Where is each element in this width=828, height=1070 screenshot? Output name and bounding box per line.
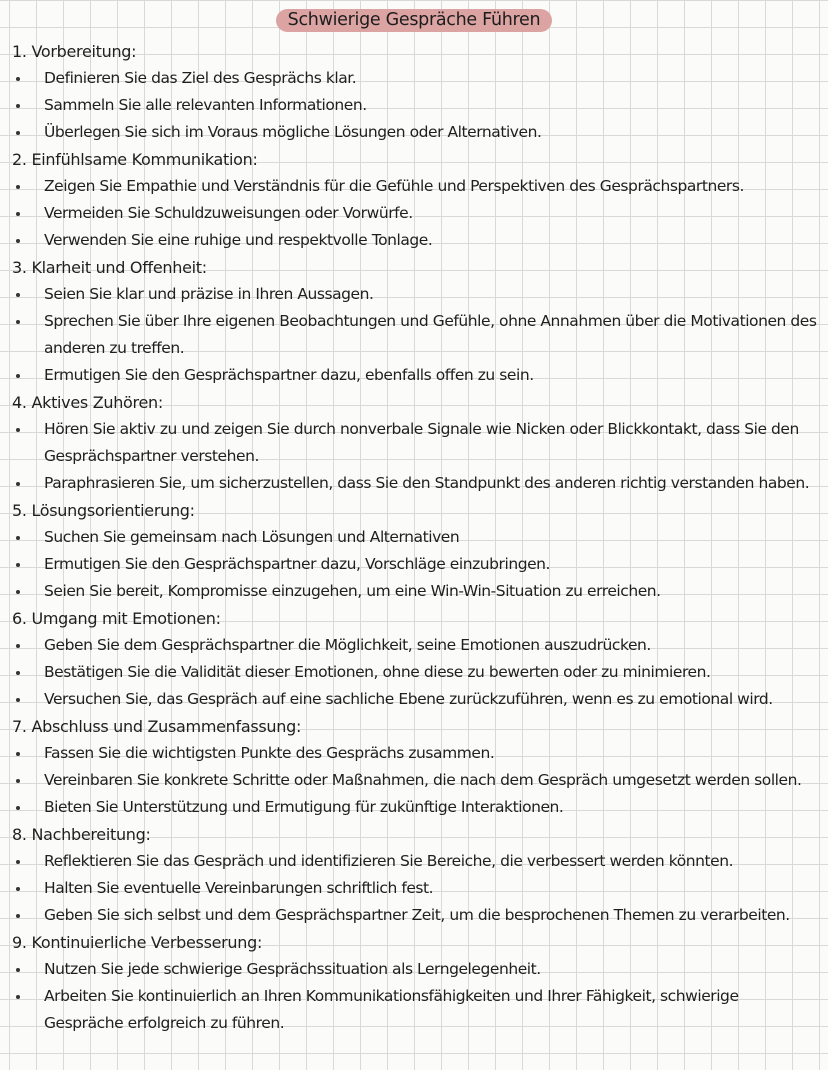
list-item bbox=[12, 794, 818, 821]
list-item bbox=[12, 200, 818, 227]
section-nachbereitung bbox=[12, 821, 818, 929]
list-item bbox=[12, 281, 818, 308]
list-item bbox=[12, 416, 818, 470]
bullet-icon bbox=[16, 779, 20, 783]
section-vorbereitung bbox=[12, 38, 818, 146]
bullet-icon bbox=[16, 752, 20, 756]
section-umgang-emotionen bbox=[12, 605, 818, 713]
list-item-text: Ermutigen Sie den Gesprächspartner dazu, Vorschläge einzubringen. bbox=[44, 555, 551, 573]
section-heading: 2. Einfühlsame Kommunikation: bbox=[12, 150, 258, 169]
list-item-text: Definieren Sie das Ziel des Gesprächs klar. bbox=[44, 69, 357, 87]
bullet-icon bbox=[16, 995, 20, 999]
bullet-icon bbox=[16, 671, 20, 675]
list-item-text: Halten Sie eventuelle Vereinbarungen schriftlich fest. bbox=[44, 879, 434, 897]
bullet-icon bbox=[16, 185, 20, 189]
bullet-icon bbox=[16, 482, 20, 486]
list-item-text: Fassen Sie die wichtigsten Punkte des Gesprächs zusammen. bbox=[44, 744, 495, 762]
list-item bbox=[12, 956, 818, 983]
section-heading: 3. Klarheit und Offenheit: bbox=[12, 258, 207, 277]
list-item-text: Arbeiten Sie kontinuierlich an Ihren Kommunikationsfähigkeiten und Ihrer Fähigkeit, schwierige Gespräche erfolgreich zu führen. bbox=[44, 987, 739, 1032]
section-einfuehlsame-kommunikation bbox=[12, 146, 818, 254]
section-heading: 4. Aktives Zuhören: bbox=[12, 393, 163, 412]
section-klarheit-offenheit bbox=[12, 254, 818, 389]
list-item bbox=[12, 119, 818, 146]
bullet-icon bbox=[16, 293, 20, 297]
list-item-text: Vermeiden Sie Schuldzuweisungen oder Vorwürfe. bbox=[44, 204, 413, 222]
bullet-icon bbox=[16, 104, 20, 108]
section-heading: 5. Lösungsorientierung: bbox=[12, 501, 195, 520]
list-item bbox=[12, 470, 818, 497]
bullet-icon bbox=[16, 644, 20, 648]
section-heading: 6. Umgang mit Emotionen: bbox=[12, 609, 221, 628]
list-item-text: Sammeln Sie alle relevanten Informationen. bbox=[44, 96, 367, 114]
list-item-text: Seien Sie klar und präzise in Ihren Aussagen. bbox=[44, 285, 374, 303]
section-aktives-zuhoeren bbox=[12, 389, 818, 497]
list-item bbox=[12, 659, 818, 686]
list-item bbox=[12, 686, 818, 713]
section-loesungsorientierung bbox=[12, 497, 818, 605]
list-item bbox=[12, 227, 818, 254]
bullet-icon bbox=[16, 914, 20, 918]
bullet-icon bbox=[16, 77, 20, 81]
bullet-icon bbox=[16, 320, 20, 324]
bullet-icon bbox=[16, 428, 20, 432]
list-item-text: Geben Sie sich selbst und dem Gesprächspartner Zeit, um die besprochenen Themen zu verarbeiten. bbox=[44, 906, 790, 924]
list-item-text: Paraphrasieren Sie, um sicherzustellen, dass Sie den Standpunkt des anderen richtig verstanden haben. bbox=[44, 474, 810, 492]
bullet-icon bbox=[16, 860, 20, 864]
section-heading: 9. Kontinuierliche Verbesserung: bbox=[12, 933, 263, 952]
list-item bbox=[12, 578, 818, 605]
bullet-icon bbox=[16, 131, 20, 135]
list-item bbox=[12, 173, 818, 200]
list-item-text: Hören Sie aktiv zu und zeigen Sie durch nonverbale Signale wie Nicken oder Blickkontakt, dass Sie den Gesprächspartner verstehen. bbox=[44, 420, 799, 465]
list-item bbox=[12, 632, 818, 659]
list-item bbox=[12, 983, 818, 1037]
list-item bbox=[12, 767, 818, 794]
bullet-icon bbox=[16, 698, 20, 702]
list-item-text: Vereinbaren Sie konkrete Schritte oder Maßnahmen, die nach dem Gespräch umgesetzt werden sollen. bbox=[44, 771, 802, 789]
list-item-text: Seien Sie bereit, Kompromisse einzugehen, um eine Win-Win-Situation zu erreichen. bbox=[44, 582, 661, 600]
list-item bbox=[12, 524, 818, 551]
list-item bbox=[12, 65, 818, 92]
section-verbesserung bbox=[12, 929, 818, 1037]
section-heading: 1. Vorbereitung: bbox=[12, 42, 137, 61]
list-item-text: Bieten Sie Unterstützung und Ermutigung für zukünftige Interaktionen. bbox=[44, 798, 564, 816]
list-item-text: Versuchen Sie, das Gespräch auf eine sachliche Ebene zurückzuführen, wenn es zu emotional wird. bbox=[44, 690, 773, 708]
bullet-icon bbox=[16, 239, 20, 243]
list-item-text: Ermutigen Sie den Gesprächspartner dazu, ebenfalls offen zu sein. bbox=[44, 366, 534, 384]
list-item bbox=[12, 902, 818, 929]
bullet-icon bbox=[16, 968, 20, 972]
list-item-text: Zeigen Sie Empathie und Verständnis für die Gefühle und Perspektiven des Gesprächspartners. bbox=[44, 177, 744, 195]
bullet-icon bbox=[16, 887, 20, 891]
list-item bbox=[12, 875, 818, 902]
list-item-text: Überlegen Sie sich im Voraus mögliche Lösungen oder Alternativen. bbox=[44, 123, 542, 141]
list-item bbox=[12, 92, 818, 119]
bullet-icon bbox=[16, 374, 20, 378]
list-item-text: Bestätigen Sie die Validität dieser Emotionen, ohne diese zu bewerten oder zu minimieren. bbox=[44, 663, 711, 681]
section-abschluss bbox=[12, 713, 818, 821]
list-item-text: Reflektieren Sie das Gespräch und identifizieren Sie Bereiche, die verbessert werden könnten. bbox=[44, 852, 734, 870]
page-title: Schwierige Gespräche Führen bbox=[276, 9, 553, 32]
list-item bbox=[12, 362, 818, 389]
section-heading: 8. Nachbereitung: bbox=[12, 825, 151, 844]
list-item bbox=[12, 308, 818, 362]
list-item-text: Sprechen Sie über Ihre eigenen Beobachtungen und Gefühle, ohne Annahmen über die Motivationen des anderen zu treffen. bbox=[44, 312, 817, 357]
list-item-text: Geben Sie dem Gesprächspartner die Möglichkeit, seine Emotionen auszudrücken. bbox=[44, 636, 651, 654]
list-item bbox=[12, 848, 818, 875]
list-item-text: Suchen Sie gemeinsam nach Lösungen und Alternativen bbox=[44, 528, 460, 546]
section-heading: 7. Abschluss und Zusammenfassung: bbox=[12, 717, 302, 736]
list-item-text: Verwenden Sie eine ruhige und respektvolle Tonlage. bbox=[44, 231, 433, 249]
bullet-icon bbox=[16, 563, 20, 567]
bullet-icon bbox=[16, 212, 20, 216]
list-item bbox=[12, 740, 818, 767]
bullet-icon bbox=[16, 536, 20, 540]
title-wrap bbox=[0, 9, 828, 32]
bullet-icon bbox=[16, 590, 20, 594]
bullet-icon bbox=[16, 806, 20, 810]
notes-content bbox=[12, 38, 818, 1037]
list-item bbox=[12, 551, 818, 578]
list-item-text: Nutzen Sie jede schwierige Gesprächssituation als Lerngelegenheit. bbox=[44, 960, 541, 978]
